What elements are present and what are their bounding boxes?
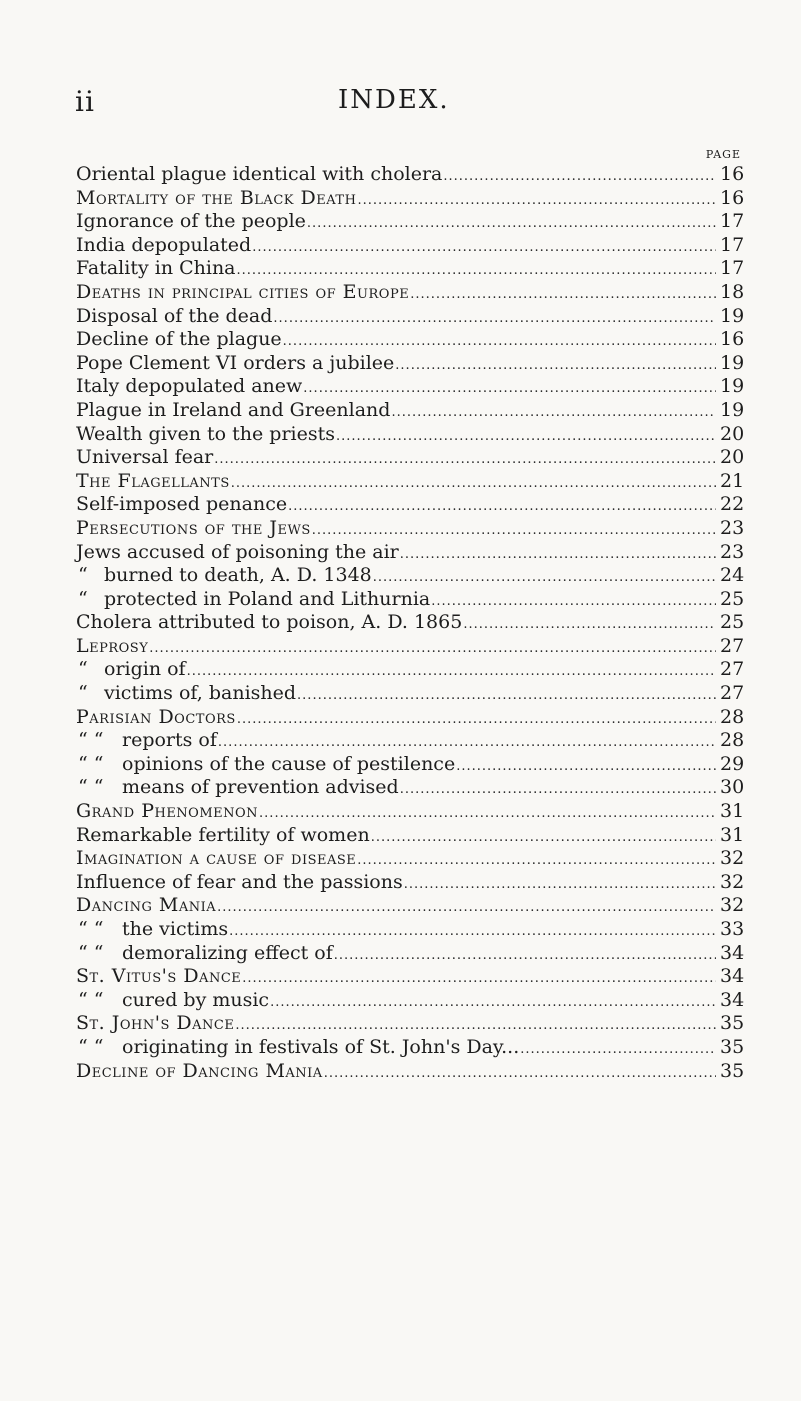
entry-text [76, 375, 302, 399]
entry-label: burned to death, A. D. 1348 [104, 564, 372, 587]
index-entry [76, 871, 744, 895]
entry-page-number: 24 [720, 564, 745, 587]
entry-page-number: 35 [720, 1012, 745, 1035]
entry-label: opinions of the cause of pestilence [122, 752, 456, 775]
entry-page-number: 19 [720, 398, 745, 421]
dot-leader [410, 283, 716, 307]
entry-page-number: 22 [720, 493, 745, 516]
dot-leader [288, 495, 716, 519]
index-entry [76, 493, 744, 517]
entry-page-number: 25 [720, 587, 745, 610]
entry-text [76, 942, 333, 966]
entry-text [76, 210, 306, 234]
index-entry [76, 658, 744, 682]
entry-page-number: 23 [720, 516, 745, 539]
entry-text [76, 517, 311, 541]
entry-label: Wealth given to the priests [76, 422, 336, 445]
index-entry [76, 729, 744, 753]
entry-text [76, 965, 241, 989]
page-title: INDEX. [338, 85, 450, 115]
entry-label: Disposal of the dead [76, 304, 273, 327]
entry-page-number: 16 [720, 163, 745, 185]
entry-page-number: 32 [720, 870, 745, 893]
entry-page-number: 35 [720, 1035, 745, 1058]
index-entry [76, 588, 744, 612]
entry-text [76, 257, 236, 281]
index-entry [76, 1012, 744, 1036]
entry-label: Decline of the plague [76, 328, 282, 351]
dot-leader [371, 826, 716, 850]
index-entry [76, 210, 744, 234]
entry-label: St. John's Dance [76, 1012, 235, 1035]
entry-label: Self-imposed penance [76, 493, 288, 516]
entry-label: Ignorance of the people [76, 210, 306, 233]
entry-text [76, 729, 217, 753]
entry-page-number: 33 [720, 918, 745, 940]
index-entry [76, 1060, 744, 1084]
page-column-label: PAGE [705, 148, 741, 161]
entry-text [76, 989, 269, 1013]
entry-text [76, 328, 282, 352]
entry-page-number: 27 [720, 634, 745, 657]
entry-page-number: 29 [720, 752, 745, 775]
dot-leader [214, 448, 716, 472]
entry-page-number: 18 [720, 280, 745, 303]
entry-text [76, 470, 230, 494]
entry-label: The Flagellants [76, 469, 230, 492]
entry-text [76, 564, 372, 588]
ditto-mark: “ “ [78, 918, 104, 940]
entry-page-number: 21 [720, 469, 745, 492]
ditto-mark: “ “ [78, 752, 104, 775]
entry-label: Leprosy [76, 634, 149, 657]
dot-leader [520, 1038, 716, 1062]
dot-leader [235, 1014, 716, 1038]
index-entry [76, 611, 744, 635]
dot-leader [395, 354, 716, 378]
entry-label: Universal fear [76, 446, 214, 469]
index-entry [76, 1036, 744, 1060]
index-entry [76, 776, 744, 800]
entry-label: Dancing Mania [76, 894, 217, 917]
index-entry [76, 753, 744, 777]
entry-text [76, 894, 216, 918]
entry-text [76, 234, 251, 258]
dot-leader [252, 236, 716, 260]
dot-leader [237, 708, 716, 732]
index-entry [76, 352, 744, 376]
entry-page-number: 19 [720, 375, 745, 398]
index-entry [76, 163, 744, 187]
index-entries [76, 163, 744, 1083]
index-entry [76, 989, 744, 1013]
entry-text [76, 352, 394, 376]
dot-leader [187, 660, 716, 684]
entry-page-number: 30 [720, 776, 745, 799]
dot-leader [357, 849, 716, 873]
entry-text [76, 423, 335, 447]
index-entry [76, 847, 744, 871]
entry-text [76, 541, 399, 565]
entry-label: Influence of fear and the passions [76, 870, 403, 893]
ditto-mark: “ [78, 587, 88, 610]
entry-page-number: 17 [720, 257, 745, 280]
dot-leader [217, 896, 716, 920]
dot-leader [259, 802, 716, 826]
entry-text [76, 800, 258, 824]
entry-text [76, 918, 228, 942]
entry-page-number: 34 [720, 988, 745, 1011]
entry-text [76, 682, 296, 706]
dot-leader [336, 425, 716, 449]
index-entry [76, 800, 744, 824]
index-entry [76, 942, 744, 966]
dot-leader [391, 401, 716, 425]
entry-page-number: 28 [720, 729, 745, 752]
entry-text [76, 635, 148, 659]
ditto-mark: “ “ [78, 729, 104, 752]
entry-label: St. Vitus's Dance [76, 965, 242, 988]
entry-label: Jews accused of poisoning the air [76, 540, 399, 563]
entry-text [76, 871, 403, 895]
entry-page-number: 35 [720, 1059, 745, 1082]
dot-leader [456, 755, 716, 779]
entry-label: means of prevention advised [122, 776, 399, 799]
index-entry [76, 470, 744, 494]
index-entry [76, 517, 744, 541]
entry-page-number: 31 [720, 823, 745, 846]
dot-leader [431, 590, 716, 614]
entry-page-number: 19 [720, 351, 745, 374]
entry-text [76, 187, 356, 211]
entry-label: Pope Clement VI orders a jubilee [76, 351, 395, 374]
entry-page-number: 23 [720, 540, 745, 563]
index-entry [76, 682, 744, 706]
dot-leader [242, 967, 716, 991]
entry-page-number: 25 [720, 611, 745, 634]
dot-leader [312, 519, 716, 543]
ditto-mark: “ [78, 564, 88, 587]
ditto-mark: “ [78, 658, 88, 681]
index-entry [76, 446, 744, 470]
entry-text [76, 824, 370, 848]
entry-text [76, 658, 186, 682]
index-entry [76, 965, 744, 989]
entry-label: Fatality in China [76, 257, 236, 280]
entry-text [76, 493, 287, 517]
entry-text [76, 611, 462, 635]
entry-page-number: 20 [720, 422, 745, 445]
entry-text [76, 706, 236, 730]
entry-page-number: 27 [720, 658, 745, 681]
entry-page-number: 31 [720, 800, 745, 823]
index-entry [76, 564, 744, 588]
entry-label: Remarkable fertility of women [76, 823, 370, 846]
ditto-mark: “ “ [78, 776, 104, 799]
entry-label: the victims [122, 918, 229, 940]
entry-label: India depopulated [76, 233, 252, 256]
ditto-mark: “ “ [78, 941, 104, 964]
entry-label: origin of [104, 658, 186, 681]
entry-label: cured by music [122, 988, 270, 1011]
dot-leader [443, 165, 716, 189]
dot-leader [297, 684, 716, 708]
dot-leader [149, 637, 716, 661]
index-entry [76, 894, 744, 918]
dot-leader [303, 377, 716, 401]
entry-text [76, 753, 455, 777]
entry-text [76, 281, 409, 305]
dot-leader [400, 778, 716, 802]
entry-label: Plague in Ireland and Greenland [76, 398, 391, 421]
entry-label: originating in festivals of St. John's Day... [122, 1035, 520, 1058]
entry-label: Deaths in principal cities of Europe [76, 280, 410, 303]
entry-page-number: 32 [720, 894, 745, 917]
index-entry [76, 187, 744, 211]
dot-leader [283, 330, 716, 354]
index-entry [76, 328, 744, 352]
index-entry [76, 635, 744, 659]
ditto-mark: “ “ [78, 1035, 104, 1058]
entry-text [76, 399, 390, 423]
entry-page-number: 19 [720, 304, 745, 327]
dot-leader [404, 873, 716, 897]
entry-page-number: 16 [720, 186, 745, 209]
dot-leader [400, 543, 716, 567]
entry-page-number: 32 [720, 847, 745, 870]
entry-text [76, 163, 442, 187]
index-entry [76, 706, 744, 730]
dot-leader [229, 920, 716, 944]
dot-leader [270, 991, 716, 1015]
dot-leader [373, 566, 716, 590]
entry-label: reports of [122, 729, 217, 752]
entry-label: protected in Poland and Lithurnia [104, 587, 431, 610]
entry-label: demoralizing effect of [122, 941, 333, 964]
index-entry [76, 281, 744, 305]
ditto-mark: “ [78, 682, 88, 705]
page-number: ii [75, 85, 95, 118]
dot-leader [463, 613, 716, 637]
dot-leader [273, 307, 716, 331]
entry-label: Imagination a cause of disease [76, 847, 357, 870]
index-entry [76, 234, 744, 258]
index-entry [76, 918, 744, 942]
dot-leader [218, 731, 716, 755]
entry-text [76, 1012, 234, 1036]
index-entry [76, 375, 744, 399]
entry-text [76, 1036, 519, 1060]
entry-label: Grand Phenomenon [76, 800, 259, 823]
entry-text [76, 305, 272, 329]
entry-label: Italy depopulated anew [76, 375, 303, 398]
entry-page-number: 27 [720, 682, 745, 705]
entry-label: Parisian Doctors [76, 705, 236, 728]
entry-page-number: 16 [720, 328, 745, 351]
entry-page-number: 20 [720, 446, 745, 469]
dot-leader [357, 189, 716, 213]
entry-page-number: 17 [720, 210, 745, 233]
entry-label: Cholera attributed to poison, A. D. 1865 [76, 611, 463, 634]
entry-page-number: 34 [720, 941, 745, 964]
entry-label: victims of, banished [104, 682, 297, 705]
entry-text [76, 1060, 323, 1084]
entry-label: Mortality of the Black Death [76, 186, 357, 209]
entry-page-number: 34 [720, 965, 745, 988]
entry-text [76, 776, 399, 800]
entry-text [76, 446, 213, 470]
entry-label: Decline of Dancing Mania [76, 1059, 323, 1082]
entry-label: Oriental plague identical with cholera [76, 163, 443, 185]
dot-leader [231, 472, 716, 496]
entry-text [76, 847, 356, 871]
index-entry [76, 399, 744, 423]
dot-leader [334, 944, 716, 968]
page-header [0, 85, 801, 119]
entry-label: Persecutions of the Jews [76, 516, 311, 539]
index-entry [76, 423, 744, 447]
entry-page-number: 28 [720, 705, 745, 728]
index-entry [76, 257, 744, 281]
index-entry [76, 305, 744, 329]
index-entry [76, 824, 744, 848]
dot-leader [324, 1062, 716, 1086]
dot-leader [237, 259, 716, 283]
dot-leader [307, 212, 716, 236]
index-entry [76, 541, 744, 565]
ditto-mark: “ “ [78, 988, 104, 1011]
entry-page-number: 17 [720, 233, 745, 256]
entry-text [76, 588, 430, 612]
